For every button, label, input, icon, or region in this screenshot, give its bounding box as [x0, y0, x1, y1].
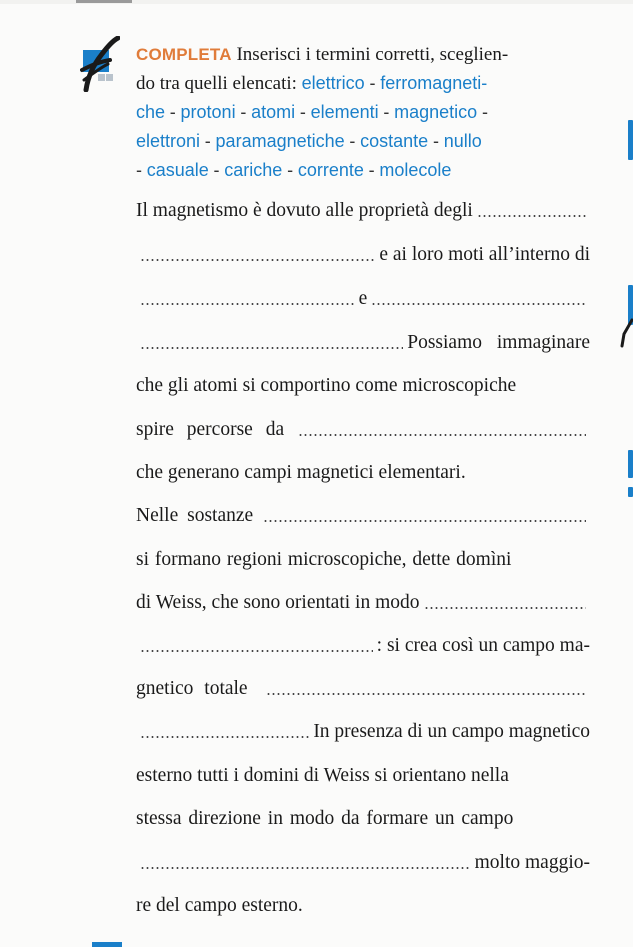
term: cariche: [224, 160, 283, 180]
text-segment: spire percorse da: [136, 419, 285, 440]
text-line-6: [136, 415, 590, 445]
term-separator: -: [349, 131, 356, 151]
term: molecole: [379, 160, 452, 180]
term: protoni: [180, 102, 236, 122]
page-top-rule: [76, 0, 132, 3]
difficulty-squares: [98, 68, 122, 78]
instruction-text-1: Inserisci i termini corretti, sceglien-: [236, 44, 509, 65]
margin-marker: [628, 487, 633, 497]
term-separator: -: [383, 102, 390, 122]
text-segment: Il magnetismo è dovuto alle proprietà degli: [136, 200, 473, 221]
term-separator: -: [136, 160, 142, 180]
text-line-15: [136, 804, 590, 834]
term-separator: -: [369, 73, 376, 93]
term: casuale: [146, 160, 209, 180]
text-line-7: [136, 458, 590, 488]
text-segment: Nelle sostanze: [136, 505, 254, 526]
text-line-12: [136, 674, 590, 704]
term: elettroni: [136, 131, 201, 151]
text-segment: stessa direzione in modo da formare un campo: [136, 808, 514, 829]
text-line-14: [136, 761, 590, 791]
margin-marker: [628, 450, 633, 478]
text-line-11: [136, 631, 590, 661]
term-separator: -: [299, 102, 306, 122]
text-segment: gnetico totale: [136, 678, 248, 699]
exercise-instruction: [136, 40, 592, 185]
text-line-5: [136, 371, 590, 401]
text-line-3: [136, 284, 590, 314]
exercise-number-badge-icon: [80, 36, 120, 92]
blank-field-2[interactable]: [140, 259, 375, 261]
text-segment: molto maggio-: [474, 852, 590, 873]
text-segment: che gli atomi si comportino come microscopiche: [136, 375, 517, 396]
term-separator: -: [432, 131, 439, 151]
margin-pen-icon: [620, 318, 633, 348]
blank-field-12[interactable]: [140, 867, 471, 869]
text-line-16: [136, 848, 590, 878]
margin-marker: [628, 120, 633, 160]
term-separator: -: [368, 160, 375, 180]
text-line-17: [136, 891, 590, 921]
term-separator: -: [204, 131, 211, 151]
text-line-8: [136, 501, 590, 531]
term: atomi: [251, 102, 296, 122]
term: magnetico: [394, 102, 478, 122]
term: costante: [360, 131, 429, 151]
blank-field-1[interactable]: [477, 215, 586, 217]
term: paramagnetiche: [215, 131, 345, 151]
text-segment: Possiamo immaginare: [407, 332, 590, 353]
blank-field-11[interactable]: [140, 736, 309, 738]
blank-field-6[interactable]: [298, 434, 586, 436]
blank-field-7[interactable]: [263, 520, 586, 522]
text-segment: si formano regioni microscopiche, dette domìni: [136, 549, 512, 570]
term-separator: -: [481, 102, 488, 122]
text-segment: In presenza di un campo magnetico: [313, 721, 590, 742]
text-line-1: [136, 196, 590, 226]
bottom-blue-mark: [92, 942, 122, 947]
blank-field-5[interactable]: [140, 347, 403, 349]
text-line-2: [136, 240, 590, 270]
instruction-text-2: do tra quelli elencati:: [136, 73, 297, 94]
blank-field-10[interactable]: [266, 693, 586, 695]
term-separator: -: [240, 102, 247, 122]
blank-field-8[interactable]: [424, 607, 587, 609]
blank-field-9[interactable]: [140, 650, 373, 652]
text-segment: re del campo esterno.: [136, 895, 303, 916]
exercise-title: COMPLETA: [136, 45, 232, 64]
term: ferromagneti-: [380, 73, 488, 93]
term: che: [136, 102, 166, 122]
text-segment: e: [358, 288, 368, 309]
term-separator: -: [287, 160, 294, 180]
text-line-4: [136, 328, 590, 358]
term: corrente: [297, 160, 364, 180]
term: nullo: [443, 131, 482, 151]
text-segment: che generano campi magnetici elementari.: [136, 462, 466, 483]
blank-field-4[interactable]: [371, 303, 586, 305]
text-segment: e ai loro moti all’interno di: [379, 244, 590, 265]
term-separator: -: [169, 102, 176, 122]
text-segment: esterno tutti i domini di Weiss si orientano nella: [136, 765, 509, 786]
term-separator: -: [213, 160, 220, 180]
term: elettrico: [301, 73, 365, 93]
blank-field-3[interactable]: [140, 303, 355, 305]
text-segment: di Weiss, che sono orientati in modo: [136, 592, 420, 613]
text-line-10: [136, 588, 590, 618]
term: elementi: [310, 102, 379, 122]
text-line-13: [136, 717, 590, 747]
text-segment: : si crea così un campo ma-: [376, 635, 590, 656]
text-line-9: [136, 545, 590, 575]
